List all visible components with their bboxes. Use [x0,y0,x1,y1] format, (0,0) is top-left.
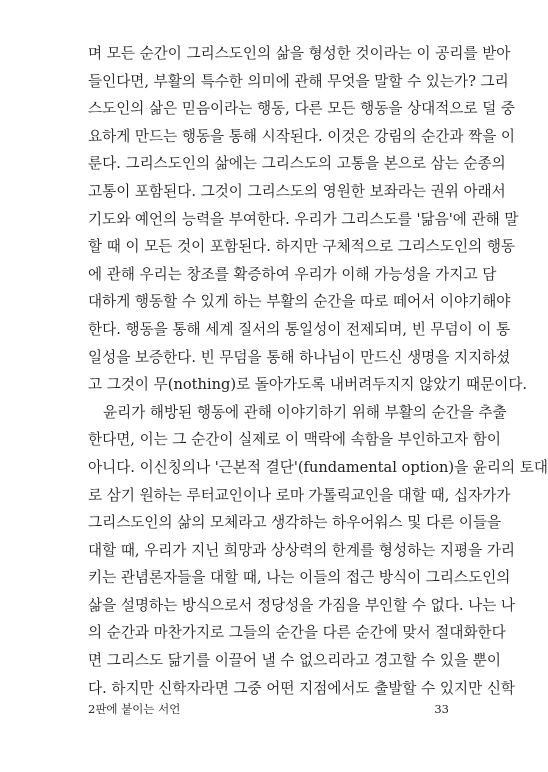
text-line: 며 모든 순간이 그리스도인의 삶을 형성한 것이라는 이 공리를 받아 [88,45,511,62]
text-line: 에 관해 우리는 창조를 확증하여 우리가 이해 가능성을 가지고 담 [88,265,497,283]
text-line: 들인다면, 부활의 특수한 의미에 관해 무엇을 말할 수 있는가? 그리 [88,72,509,90]
page-number: 33 [434,702,449,716]
body-text [88,40,548,702]
text-line: 룬다. 그리스도인의 삶에는 그리스도의 고통을 본으로 삼는 순종의 [88,155,506,173]
text-line: 기도와 예언의 능력을 부여한다. 우리가 그리스도를 '닮음'에 관해 말 [88,210,519,228]
text-line: 고통이 포함된다. 그것이 그리스도의 영원한 보좌라는 권위 아래서 [88,182,506,200]
text-line: 키는 관념론자들을 대할 때, 나는 이들의 접근 방식이 그리스도인의 [88,569,511,587]
page-footer [88,699,453,719]
text-line: 면 그리스도 닮기를 이끌어 낼 수 없으리라고 경고할 수 있을 뿐이 [88,652,501,670]
text-line: 대하게 행동할 수 있게 하는 부활의 순간을 따로 떼어서 이야기해야 [88,293,511,311]
text-line: 한다면, 이는 그 순간이 실제로 이 맥락에 속함을 부인하고자 함이 [88,431,501,449]
text-line: 대할 때, 우리가 지닌 희망과 상상력의 한계를 형성하는 지평을 가리 [88,541,516,559]
text-line: 일성을 보증한다. 빈 무덤을 통해 하나님이 만드신 생명을 지지하셨 [88,348,511,366]
text-line: 할 때 이 모든 것이 포함된다. 하지만 구체적으로 그리스도인의 행동 [88,238,516,256]
text-line: 로 삼기 원하는 루터교인이나 로마 가톨릭교인을 대할 때, 십자가가 [88,486,511,504]
paragraph-start-line: 윤리가 해방된 행동에 관해 이야기하기 위해 부활의 순간을 추출 [103,403,507,421]
text-line: 다. 하지만 신학자라면 그중 어떤 지점에서도 출발할 수 있지만 신학 [88,679,516,697]
text-line: 요하게 만드는 행동을 통해 시작된다. 이것은 강림의 순간과 짝을 이 [88,127,516,145]
text-line: 아니다. 이신칭의나 '근본적 결단'(fundamental option)을 윤리의 토대 [88,458,548,476]
text-line: 그리스도인의 삶의 모체라고 생각하는 하우어워스 및 다른 이들을 [88,514,502,532]
text-line: 스도인의 삶은 믿음이라는 행동, 다른 모든 행동을 상대적으로 덜 중 [88,100,516,118]
text-line: 한다. 행동을 통해 세계 질서의 통일성이 전제되며, 빈 무덤이 이 통 [88,320,511,338]
running-head: 2판에 붙이는 서언 [88,702,181,716]
text-line: 의 순간과 마찬가지로 그들의 순간을 다른 순간에 맞서 절대화한다 [88,624,506,642]
paragraph-end-line: 고 그것이 무(nothing)로 돌아가도록 내버려두지지 않았기 때문이다. [88,376,528,394]
text-line: 삶을 설명하는 방식으로서 정당성을 가짐을 부인할 수 없다. 나는 나 [88,596,516,614]
